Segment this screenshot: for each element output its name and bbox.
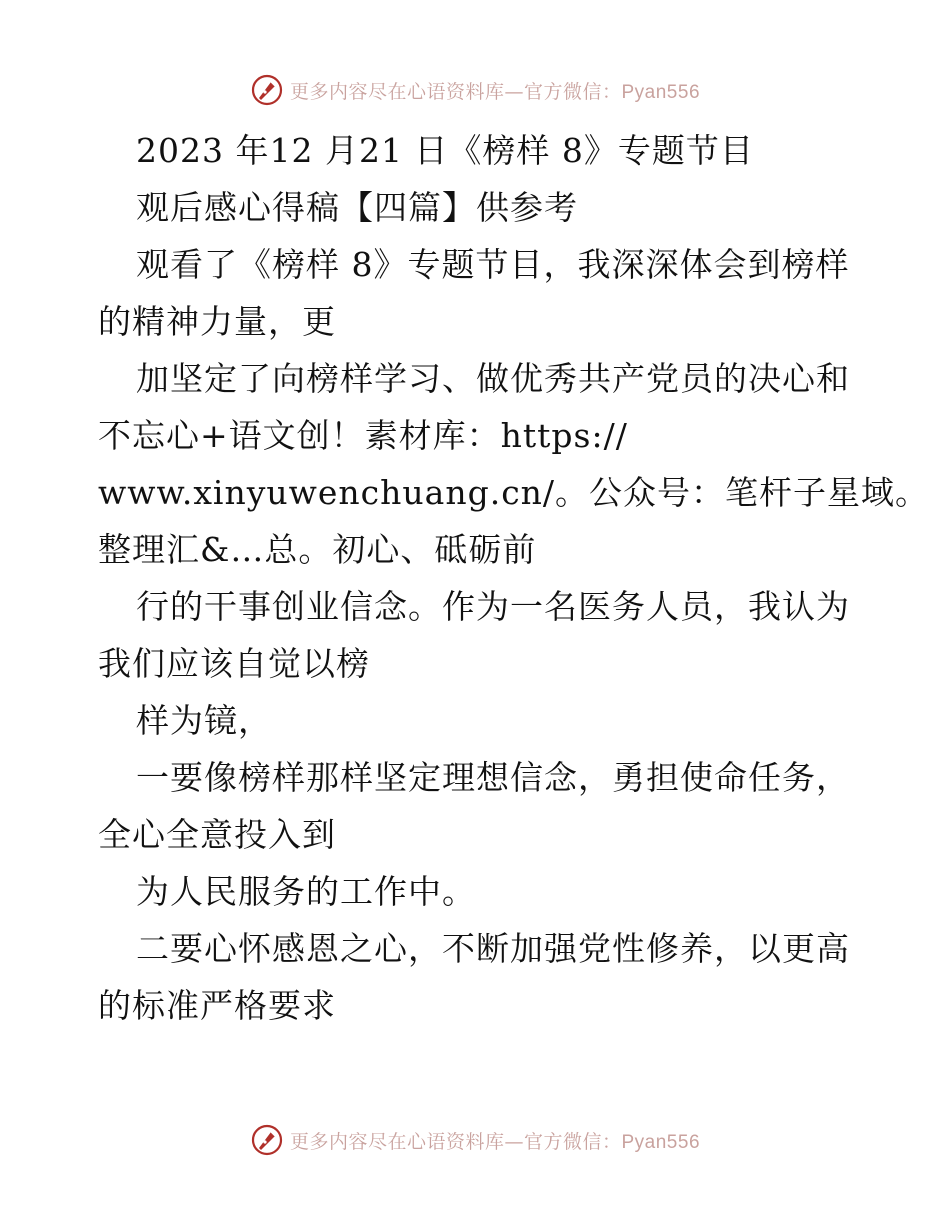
paragraph-line: 加坚定了向榜样学习、做优秀共产党员的决心和 bbox=[136, 359, 850, 398]
paragraph-line: 不忘心+语文创！素材库：https:// bbox=[98, 416, 628, 455]
paragraph-line: 的标准严格要求 bbox=[98, 986, 336, 1025]
paragraph-line: 整理汇&…总。初心、砥砺前 bbox=[98, 530, 537, 569]
header-watermark-inner bbox=[250, 73, 700, 107]
paragraph-line: 我们应该自觉以榜 bbox=[98, 644, 370, 683]
paragraph-line: 样为镜， bbox=[136, 701, 272, 740]
paragraph-line: 全心全意投入到 bbox=[98, 815, 336, 854]
doc-title-line-1: 2023 年12 月21 日《榜样 8》专题节目 bbox=[136, 131, 754, 170]
doc-title-line-2: 观后感心得稿【四篇】供参考 bbox=[136, 188, 578, 227]
footer-watermark-text: 更多内容尽在心语资料库—官方微信：Pyan556 bbox=[289, 1130, 701, 1153]
paragraph-line: www.xinyuwenchuang.cn/。公众号：笔杆子星域。 bbox=[98, 473, 930, 512]
paragraph-line: 为人民服务的工作中。 bbox=[136, 872, 476, 911]
pen-nib-logo-icon bbox=[250, 73, 284, 107]
footer-wechat-id: Pyan556 bbox=[621, 1131, 701, 1153]
paragraph-line: 行的干事创业信念。作为一名医务人员，我认为 bbox=[136, 587, 850, 626]
document-body bbox=[98, 122, 930, 1034]
header-watermark-text: 更多内容尽在心语资料库—官方微信：Pyan556 bbox=[289, 80, 701, 103]
header-watermark bbox=[0, 70, 950, 110]
paragraph-line: 二要心怀感恩之心，不断加强党性修养，以更高 bbox=[136, 929, 850, 968]
pen-nib-logo-icon bbox=[250, 1123, 284, 1157]
footer-watermark-inner bbox=[250, 1123, 700, 1157]
paragraph-line: 的精神力量，更 bbox=[98, 302, 336, 341]
header-wechat-id: Pyan556 bbox=[621, 81, 701, 103]
footer-watermark bbox=[0, 1120, 950, 1160]
paragraph-line: 观看了《榜样 8》专题节目，我深深体会到榜样 bbox=[136, 245, 850, 284]
paragraph-line: 一要像榜样那样坚定理想信念，勇担使命任务， bbox=[136, 758, 850, 797]
